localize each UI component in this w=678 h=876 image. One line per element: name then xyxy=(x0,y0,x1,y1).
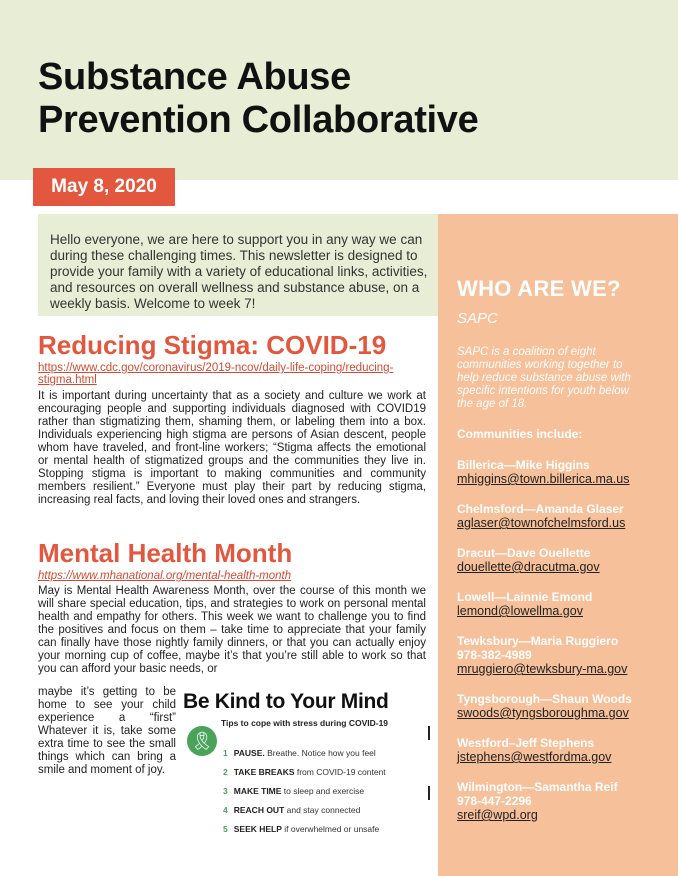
stigma-body: It is important during uncertainty that as a society and culture we work at encouraging people and supporting individuals diagnosed with COVID19 rather than stigmatizing them, shaming them, or labeling them into a box. Individuals experiencing high stigma are persons of Asian descent, people whom have traveled, and front-line workers; “Stigma affects the emotional or mental health of stigmatized groups and the communities they live in. Stopping stigma is important to making communities and community members resilient.” Everyone must play their part by reducing stigma, increasing real facts, and loving their loved ones and strangers. xyxy=(38,390,426,506)
contact-email[interactable]: sreif@wpd.org xyxy=(457,808,538,822)
sidebar-about: SAPC is a coalition of eight communities working together to help reduce substance abuse with specific intentions for youth below the age of 18. xyxy=(457,346,631,410)
poster-title: Be Kind to Your Mind xyxy=(183,690,389,713)
contact-phone: 978-382-4989 xyxy=(457,648,532,662)
title-line-2: Prevention Collaborative xyxy=(38,99,479,141)
mental-health-heading: Mental Health Month xyxy=(38,538,293,568)
contact-name: Wilmington—Samantha Reif xyxy=(457,780,618,794)
contact-name: Westford–Jeff Stephens xyxy=(457,736,595,750)
contact-name: Chelmsford—Amanda Glaser xyxy=(457,502,624,516)
mental-health-link[interactable]: https://www.mhanational.org/mental-health-month xyxy=(38,570,292,582)
date-badge: May 8, 2020 xyxy=(33,168,175,206)
contact-dracut xyxy=(457,546,668,575)
contact-westford xyxy=(457,736,668,765)
contact-chelmsford xyxy=(457,502,668,531)
be-kind-poster xyxy=(183,690,429,840)
mental-health-body-narrow: maybe it’s getting to be home to see your child experience a “first” Whatever it is, take some extra time to see the small things which can bring a smile and moment of joy. xyxy=(38,686,176,776)
poster-tips xyxy=(223,744,386,839)
newsletter-title xyxy=(38,56,478,142)
contact-name: Billerica—Mike Higgins xyxy=(457,458,590,472)
intro-box: Hello everyone, we are here to support you in any way we can during these challenging times. This newsletter is designed to provide your family with a variety of educational links, activities, and resources on overall wellness and substance abuse, on a weekly basis. Welcome to week 7! xyxy=(38,214,438,316)
contact-email[interactable]: swoods@tyngsboroughma.gov xyxy=(457,706,629,720)
contact-name: Tyngsborough—Shaun Woods xyxy=(457,692,632,706)
mental-health-body: May is Mental Health Awareness Month, over the course of this month we will share special education, tips, and strategies to work on personal mental health and empathy for others. This week we want to challenge you to find the positives and focus on them – take time to appreciate that your family can finally have those nightly family dinners, or that you can actually enjoy your morning cup of coffee, maybe it’s that you’re still able to work so that you can afford your basic needs, or xyxy=(38,585,426,675)
stigma-link[interactable]: https://www.cdc.gov/coronavirus/2019-ncov/daily-life-coping/reducing-stigma.html xyxy=(38,362,394,386)
communities-heading: Communities include: xyxy=(457,427,583,441)
stigma-heading: Reducing Stigma: COVID-19 xyxy=(38,330,387,360)
sidebar-title: WHO ARE WE? xyxy=(457,276,621,301)
awareness-ribbon-icon: 🎗 xyxy=(187,726,217,756)
contact-email[interactable]: lemond@lowellma.gov xyxy=(457,604,583,618)
contact-name: Dracut—Dave Ouellette xyxy=(457,546,591,560)
sidebar-subtitle: SAPC xyxy=(457,310,498,327)
contact-email[interactable]: aglaser@townofchelmsford.us xyxy=(457,516,626,530)
tip-item: 1 PAUSE. Breathe. Notice how you feel xyxy=(223,748,376,758)
tip-item: 4 REACH OUT and stay connected xyxy=(223,805,361,815)
contact-email[interactable]: jstephens@westfordma.gov xyxy=(457,750,612,764)
tip-item: 3 MAKE TIME to sleep and exercise xyxy=(223,786,365,796)
contact-email[interactable]: mruggiero@tewksbury-ma.gov xyxy=(457,662,628,676)
contact-wilmington xyxy=(457,780,668,823)
text-cursor-mark xyxy=(428,786,430,800)
contact-email[interactable]: mhiggins@town.billerica.ma.us xyxy=(457,472,630,486)
contact-lowell xyxy=(457,590,668,619)
contact-email[interactable]: douellette@dracutma.gov xyxy=(457,560,600,574)
text-cursor-mark xyxy=(428,726,430,740)
contact-name: Tewksbury—Maria Ruggiero xyxy=(457,634,619,648)
stigma-section xyxy=(38,330,426,507)
who-are-we-sidebar xyxy=(438,214,678,876)
contact-billerica xyxy=(457,458,668,487)
contact-phone: 978-447-2296 xyxy=(457,794,532,808)
tip-item: 5 SEEK HELP if overwhelmed or unsafe xyxy=(223,824,380,834)
poster-subtitle: Tips to cope with stress during COVID-19 xyxy=(221,718,389,728)
mental-health-section xyxy=(38,538,426,676)
contact-tyngsborough xyxy=(457,692,668,721)
contact-tewksbury xyxy=(457,634,668,677)
title-line-1: Substance Abuse xyxy=(38,56,351,98)
tip-item: 2 TAKE BREAKS from COVID-19 content xyxy=(223,767,386,777)
contact-name: Lowell—Lainnie Emond xyxy=(457,590,593,604)
